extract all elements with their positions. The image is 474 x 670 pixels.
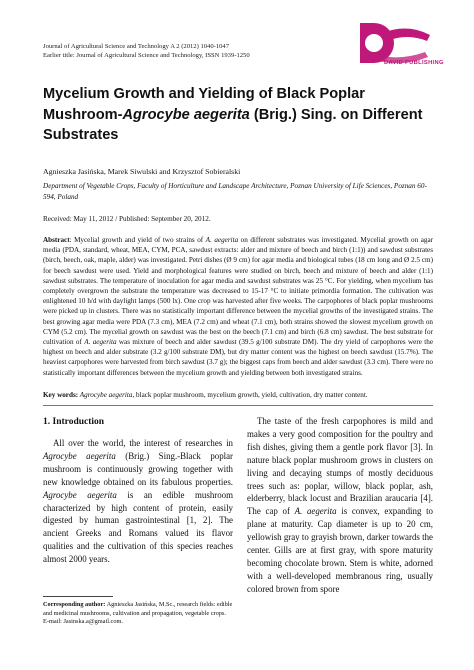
title-line-1: Mycelium Growth and Yielding of Black Poplar <box>43 86 365 102</box>
paper-title <box>43 84 443 146</box>
title-species: Agrocybe aegerita <box>122 106 250 123</box>
introduction-paragraph-1 <box>43 437 233 566</box>
corresponding-author-footnote <box>43 601 233 627</box>
introduction-left-column <box>43 437 233 566</box>
title-line-2 <box>43 105 443 126</box>
abstract-text-3: was mixture of beech and alder sawdust (39.5 g/100 substrate DM). The dry yield of carpophores were the highest on beech and alder substrate (3.2 g/100 substrate DM), but dry matter content was the highest on beech sawdust (15.7%). The heaviest carpophores were harvested from birch sawdust (3.7 g); the biggest caps from beech and alder sawdust (3.3 cm). There were no statistically important differences between the mycelium growth and yielding between both investigated strains. <box>43 338 433 377</box>
title-suffix: (Brig.) Sing. on Different <box>249 106 423 123</box>
intro-text-c: is an edible mushroom characterized by high content of protein, easily digested by human gastrointestinal [1, 2]. The ancient Greeks and Romans valued its flavor qualities and the cultivation of this species reaches almost 2000 years. <box>43 489 233 565</box>
title-prefix: Mushroom- <box>43 106 123 123</box>
authors: Agnieszka Jasińska, Marek Siwulski and Krzysztof Sobieralski <box>43 167 241 176</box>
footnote-divider <box>43 596 113 597</box>
intro-right-text-b: is convex, expanding to plane at maturity. Cap diameter is up to 20 cm, yellowish gray to grayish brown, darker towards the center. Gills are at first gray, with spore maturity becoming chocolate brown. Stem is white, adorned with a well-developed membranous ring, usually colored brown from spore <box>247 506 433 594</box>
intro-text-b: (Brig.) Sing.-Black poplar mushroom is continuously growing together with new knowledge obtained on its fabulous properties. <box>43 450 233 487</box>
journal-meta <box>43 42 250 60</box>
keywords-label: Key words: <box>43 391 79 399</box>
intro-right-text-a: The taste of the fresh carpophores is mild and makes a very good composition for the poultry and fish dishes, giving them a gentle pork flavor [3]. In nature black poplar mushroom grows in clusters on living and decaying stumps of mostly deciduous trees such as: poplar, willow, black poplar, ash, elderberry, black locust and Brazilian araucaria [4]. The cap of <box>247 416 433 517</box>
received-published-dates: Received: May 11, 2012 / Published: September 20, 2012. <box>43 215 211 223</box>
abstract-species-2: A. aegerita <box>84 338 117 347</box>
introduction-paragraph-2 <box>247 415 433 596</box>
title-line-3: Substrates <box>43 127 119 143</box>
abstract-text-2: on different substrates was investigated. Mycelial growth on agar media (PDA, standard, wheat, MEA, CYM, PCA, sawdust extracts: alder and mixture of beech and birch (1:1)) and sawdust substrates (birch, beech, oak, maple, alder) was investigated. Petri dishes (Ø 9 cm) for agar media and biological tubes (18 cm long and Ø 2.5 cm) for beech sawdust were used. Yield and morphological features were studied on birch, beech and mixture of beech and alder (1:1) sawdust substrates. The temperature of inoculation for agar media and sawdust substrates was 25 °C. For yielding, when mycelium has completely overgrown the substrate the temperature was decreased to 15-17 °C to initiate primordia formation. The cultivation was enlightened 10 h/d with daylight lamps (500 lx). One crop was harvested after five weeks. The carpophores of black poplar mushrooms were picked up in clusters. There was no statistically important difference between the mycelial growths of the investigated strains. The best growing agar media were PDA (7.3 cm), MEA (7.2 cm) and wheat (7.1 cm), both strains showed the slowest mycelium growth on CYM (5.2 cm). The mycelial growth on sawdust was the best on the beech (7.1 cm) and birch (6.8 cm) sawdust. The best substrate for cultivation of <box>43 236 433 347</box>
intro-species-1: Agrocybe aegerita <box>43 450 116 461</box>
abstract-species-1: A. aegerita <box>205 236 239 244</box>
intro-text-a: All over the world, the interest of researches in <box>53 438 233 448</box>
section-divider <box>43 405 433 406</box>
introduction-right-column <box>247 415 433 596</box>
abstract-label: Abstract <box>43 236 70 244</box>
keywords <box>43 390 433 400</box>
keywords-rest: , black poplar mushroom, mycelium growth, yield, cultivation, dry matter content. <box>132 391 368 399</box>
section-heading-introduction: 1. Introduction <box>43 417 105 427</box>
affiliation: Department of Vegetable Crops, Faculty of Horticulture and Landscape Architecture, Poznan University of Life Sciences, Poznan 60-594, Poland <box>43 182 427 201</box>
publisher-logo-text: DAVID PUBLISHING <box>384 60 444 66</box>
footnote-label: Corresponding author: <box>43 601 106 608</box>
intro-right-species: A. aegerita <box>294 506 337 517</box>
abstract <box>43 235 433 378</box>
journal-line-1: Journal of Agricultural Science and Technology A 2 (2012) 1040-1047 <box>43 43 230 50</box>
journal-line-2: Earlier title: Journal of Agricultural Science and Technology, ISSN 1939-1250 <box>43 52 250 59</box>
intro-species-2: Agrocybe aegerita <box>43 489 117 500</box>
keywords-species: Agrocybe aegerita <box>78 391 133 399</box>
abstract-text-1: : Mycelial growth and yield of two strains of <box>69 236 206 244</box>
footnote-text: Agnieszka Jasińska, M.Sc., research fields: edible and medicinal mushrooms, cultivation and propagation, vegetable crops. E-mail: Jasinska.a@gmail.com. <box>43 601 233 625</box>
